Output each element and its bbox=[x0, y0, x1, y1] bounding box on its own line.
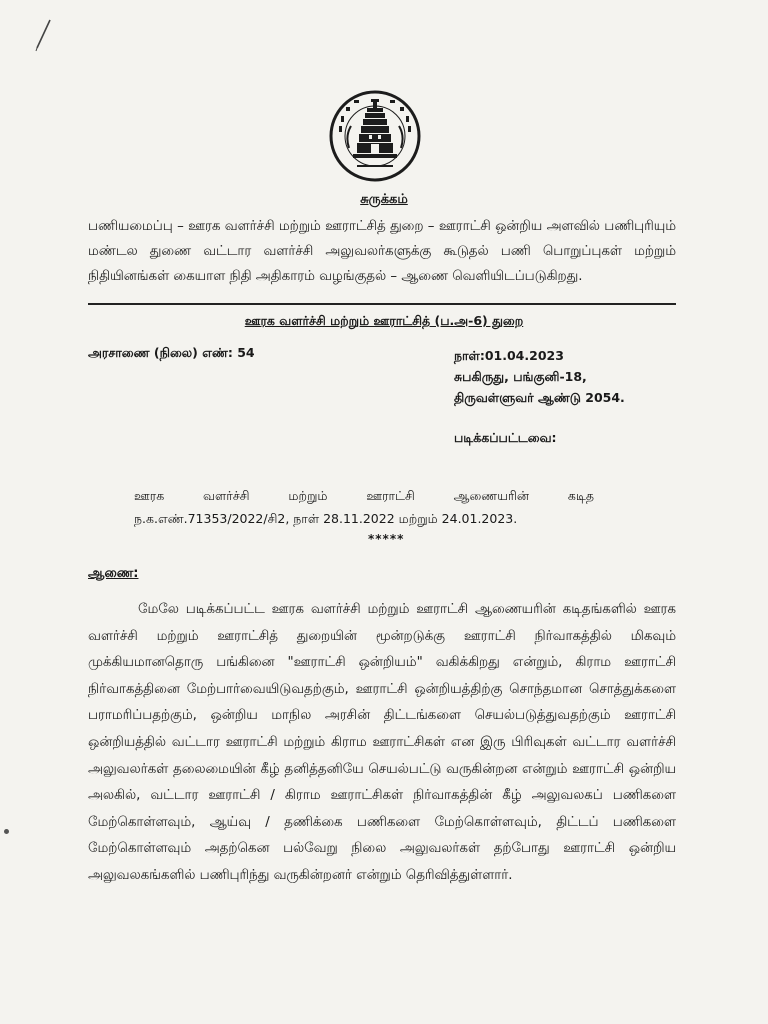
reference-line: ஊரக வளர்ச்சி மற்றும் ஊராட்சி ஆணையரின் கடித bbox=[134, 488, 594, 503]
reference-line: ந.க.எண்.71353/2022/சி2, நாள் 28.11.2022 மற்றும் 24.01.2023. bbox=[134, 511, 518, 526]
pen-stroke-mark bbox=[34, 18, 54, 52]
order-heading: ஆணை: bbox=[88, 566, 139, 581]
summary-title: சுருக்கம் bbox=[360, 192, 408, 207]
date-line: நாள்:01.04.2023 bbox=[454, 348, 564, 363]
reference-block bbox=[134, 484, 594, 530]
section-divider bbox=[88, 303, 676, 305]
scan-speck bbox=[4, 829, 9, 834]
department-name: ஊரக வளர்ச்சி மற்றும் ஊராட்சித் (ப.அ-6) துறை bbox=[244, 313, 524, 328]
summary-paragraph: பணியமைப்பு – ஊரக வளர்ச்சி மற்றும் ஊராட்சித் துறை – ஊராட்சி ஒன்றிய அளவில் பணிபுரியும் மண்டல துணை வட்டார வளர்ச்சி அலுவலர்களுக்கு கூடுதல் பணி பொறுப்புகள் மற்றும் நிதியினங்கள் கையாள நிதி அதிகாரம் வழங்குதல் – ஆணை வெளியிடப்படுகிறது. bbox=[88, 219, 676, 284]
separator-stars: ***** bbox=[368, 532, 405, 546]
government-emblem-icon bbox=[327, 88, 423, 184]
go-number: அரசாணை (நிலை) எண்: 54 bbox=[88, 345, 255, 360]
tamil-date-line: சுபகிருது, பங்குனி-18, bbox=[454, 369, 587, 384]
order-body-paragraph: மேலே படிக்கப்பட்ட ஊரக வளர்ச்சி மற்றும் ஊராட்சி ஆணையரின் கடிதங்களில் ஊரக வளர்ச்சி மற்றும் ஊராட்சித் துறையின் மூன்றடுக்கு ஊராட்சி நிர்வாகத்தில் மிகவும் முக்கியமானதொரு பங்கினை "ஊராட்சி ஒன்றியம்" வகிக்கிறது என்றும், கிராம ஊராட்சி நிர்வாகத்தினை மேற்பார்வையிடுவதற்கும், ஊராட்சி ஒன்றியத்திற்கு சொந்தமான சொத்துக்களை பராமரிப்பதற்கும், ஒன்றிய மாநில அரசின் திட்டங்களை செயல்படுத்துவதற்கும் ஊராட்சி ஒன்றியத்தில் வட்டார ஊராட்சி மற்றும் கிராம ஊராட்சிகள் என இரு பிரிவுகள் வட்டார வளர்ச்சி அலுவலர்கள் தலைமையின் கீழ் தனித்தனியே செயல்பட்டு வருகின்றன என்றும் ஊராட்சி ஒன்றிய அலகில், வட்டார ஊராட்சி / கிராம ஊராட்சிகள் நிர்வாகத்தின் கீழ் அலுவலகப் பணிகளை மேற்கொள்ளவும், ஆய்வு / தணிக்கை பணிகளை மேற்கொள்ளவும், திட்டப் பணிகளை மேற்கொள்ளவும் அதற்கென பல்வேறு நிலை அலுவலர்கள் தற்போது ஊராட்சி ஒன்றிய அலுவலகங்களில் பணிபுரிந்து வருகின்றனர் என்றும் தெரிவித்துள்ளார். bbox=[88, 602, 676, 883]
thiruvalluvar-year-line: திருவள்ளுவர் ஆண்டு 2054. bbox=[454, 390, 625, 405]
read-references-label: படிக்கப்பட்டவை: bbox=[454, 430, 557, 445]
date-block bbox=[454, 345, 625, 408]
